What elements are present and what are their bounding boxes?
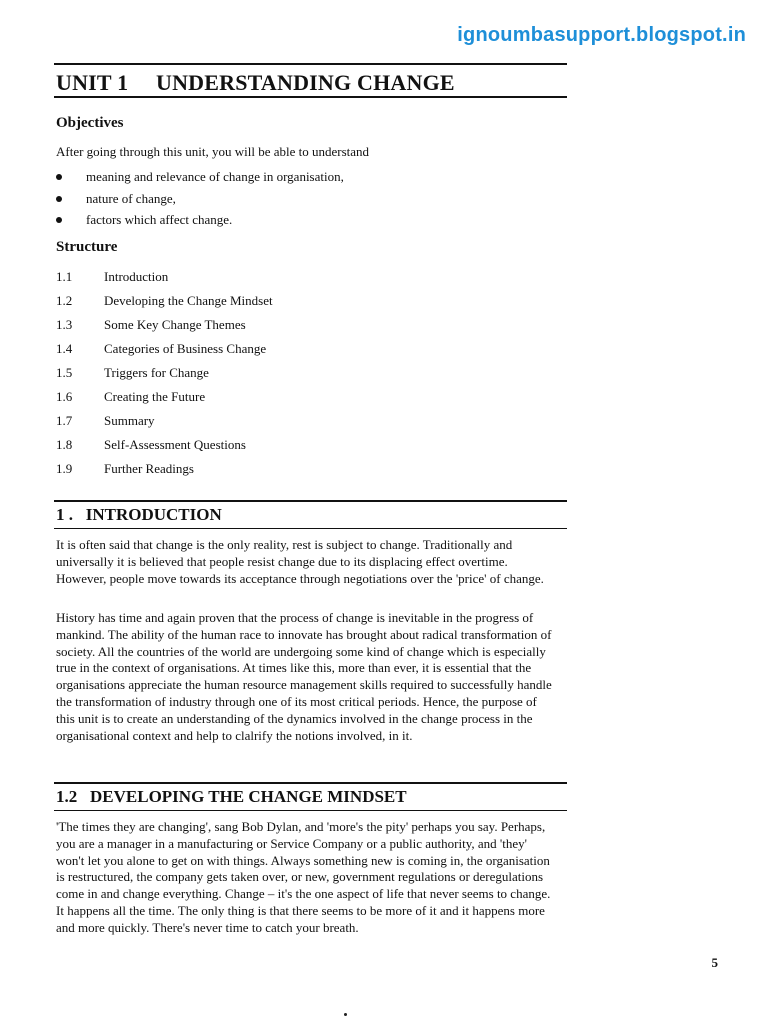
list-item: 1.5 Triggers for Change — [56, 365, 209, 380]
scan-speck — [344, 1013, 347, 1016]
list-item: 1.7 Summary — [56, 413, 155, 428]
list-item: 1.3 Some Key Change Themes — [56, 317, 246, 332]
objectives-list — [56, 167, 344, 232]
list-item: 1.1 Introduction — [56, 269, 169, 284]
section-rule — [54, 782, 567, 784]
list-item: 1.2 Developing the Change Mindset — [56, 293, 273, 308]
unit-title-text: UNDERSTANDING CHANGE — [156, 70, 455, 95]
unit-number: UNIT 1 — [56, 70, 129, 95]
list-item: meaning and relevance of change in organisation, — [56, 167, 344, 189]
page-number: 5 — [711, 955, 718, 970]
blog-watermark: ignoumbasupport.blogspot.in — [457, 24, 746, 46]
bullet-icon — [56, 196, 62, 202]
list-item: factors which affect change. — [56, 210, 344, 232]
bullet-icon — [56, 174, 62, 180]
list-item: 1.4 Categories of Business Change — [56, 341, 267, 356]
objectives-intro: After going through this unit, you will be able to understand — [56, 144, 370, 159]
section-underline — [54, 810, 567, 811]
title-underline — [54, 96, 567, 98]
section-underline — [54, 528, 567, 529]
list-item: nature of change, — [56, 189, 344, 211]
objectives-heading: Objectives — [56, 115, 124, 131]
unit-title — [56, 70, 455, 96]
structure-heading: Structure — [56, 239, 118, 255]
top-rule — [54, 63, 567, 65]
list-item: 1.6 Creating the Future — [56, 389, 206, 404]
mindset-paragraph-1: 'The times they are changing', sang Bob Dylan, and 'more's the pity' perhaps you say. Perhaps, you are a manager in a manufacturing or Service Company or a public authority, and 'they' won't let you alone to get on with things. Always something new is coming in, the organisation is restructured, the company gets taken over, or new, government regulations or deregulations come in and change everything. Change – it's the one aspect of life that never seems to change. It happens all the time. The only thing is that there seems to be more of it and it happens more and more quickly. There's never time to catch your breath. — [56, 819, 551, 935]
mindset-heading: 1.2 DEVELOPING THE CHANGE MINDSET — [56, 787, 407, 806]
introduction-heading: 1 . INTRODUCTION — [56, 505, 222, 524]
section-rule — [54, 500, 567, 502]
introduction-paragraph-1: It is often said that change is the only reality, rest is subject to change. Traditionally and universally it is believed that people resist change due to its displacing effect overtime. However, people move towards its acceptance through negotiations over the 'price' of change. — [56, 537, 544, 586]
introduction-paragraph-2: History has time and again proven that the process of change is inevitable in the progress of mankind. The ability of the human race to innovate has brought about radical transformation of society. All the countries of the world are undergoing some kind of change which is especially true in the context of organisations. At times like this, more than ever, it is essential that the organisations appreciate the human resource management skills required to successfully handle the transformation of industry through one of its most critical periods. Hence, the purpose of this unit is to create an understanding of the dynamics involved in the change process in the organisational context and help to clalrify the notions involved, in it. — [56, 610, 552, 743]
list-item: 1.8 Self-Assessment Questions — [56, 437, 246, 452]
bullet-icon — [56, 217, 62, 223]
list-item: 1.9 Further Readings — [56, 461, 194, 476]
structure-list — [56, 268, 273, 484]
